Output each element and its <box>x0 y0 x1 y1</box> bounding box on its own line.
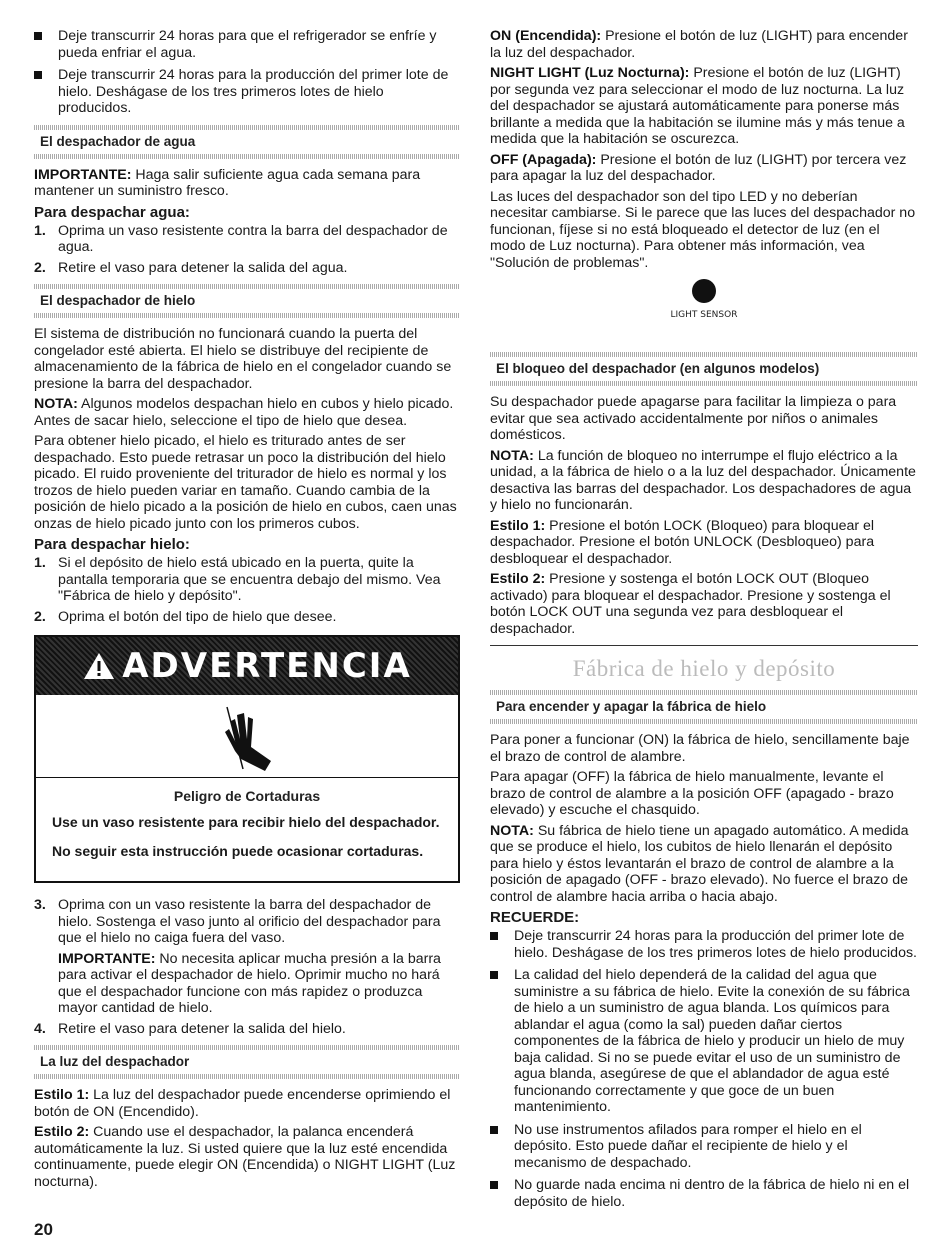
lock-style-1: Estilo 1: Presione el botón LOCK (Bloqueo) para bloquear el despachador. Presione el botón UNLOCK (Desbloqueo) para desbloquear el despachador. <box>490 517 875 567</box>
ice-subheading: Para despachar hielo: <box>34 536 190 553</box>
light-sensor-figure <box>490 275 918 328</box>
light-style-1: Estilo 1: La luz del despachador puede encenderse oprimiendo el botón de ON (Encendido). <box>34 1087 451 1120</box>
bullet-square-icon <box>490 1126 498 1134</box>
ice-steps-last <box>34 1021 460 1038</box>
list-item: Deje transcurrir 24 horas para que el refrigerador se enfríe y pueda enfriar el agua. <box>34 28 460 61</box>
ice-steps-continued <box>34 897 460 947</box>
icemaker-off: Para apagar (OFF) la fábrica de hielo manualmente, levante el brazo de control de alambre a la posición OFF (apagado - brazo elevado) y escuche el chasquido. <box>490 769 894 818</box>
lock-note: NOTA: La función de bloqueo no interrumpe el flujo eléctrico a la unidad, a la fábrica de hielo o a la luz del despachador. Únicamente desactiva las barras del despachador. Los despachadores de agua y hielo no funcionarán. <box>490 447 916 513</box>
list-item: No use instrumentos afilados para romper el hielo en el depósito. Esto puede dañar el recipiente de hielo y el mecanismo de despachado. <box>490 1122 918 1172</box>
ice-paragraph: El sistema de distribución no funcionará cuando la puerta del congelador esté abierta. El hielo se distribuye del recipiente de almacenamiento de la fábrica de hielo en el congelador cuando se presione la barra del despachador. <box>34 326 452 392</box>
led-paragraph: Las luces del despachador son del tipo LED y no deberían necesitar cambiarse. Si le parece que las luces del despachador no funcionan, fíjese si no está bloqueado el detector de luz (en el modo de Luz nocturna). Para obtener más información, vea "Solución de problemas". <box>490 188 916 271</box>
icemaker-on: Para poner a funcionar (ON) la fábrica de hielo, sencillamente baje el brazo de control de alambre. <box>490 732 910 765</box>
warning-box <box>34 635 460 883</box>
section-heading-light: La luz del despachador <box>34 1045 460 1079</box>
water-important: IMPORTANTE: Haga salir suficiente agua cada semana para mantener un suministro fresco. <box>34 166 421 199</box>
list-item: Deje transcurrir 24 horas para la producción del primer lote de hielo. Deshágase de los tres primeros lotes de hielo producidos. <box>34 67 460 117</box>
section-heading-water: El despachador de agua <box>34 125 460 159</box>
section-title: Fábrica de hielo y depósito <box>572 656 836 681</box>
divider <box>490 645 918 646</box>
bullet-square-icon <box>34 32 42 40</box>
bullet-square-icon <box>490 971 498 979</box>
light-style-2: Estilo 2: Cuando use el despachador, la palanca encenderá automáticamente la luz. Si usted quiere que la luz esté encendida continuamente, puede elegir ON (Encendida) o NIGHT LIGHT (Luz nocturna). <box>34 1124 456 1190</box>
water-steps <box>34 223 460 277</box>
list-item: 1. Si el depósito de hielo está ubicado en la puerta, quite la pantalla temporaria que se encuentra debajo del mismo. Vea "Fábrica de hielo y depósito". <box>34 555 441 604</box>
warning-header <box>36 637 458 695</box>
section-heading-lock: El bloqueo del despachador (en algunos modelos) <box>490 352 918 386</box>
recuerde-heading: RECUERDE: <box>490 909 580 926</box>
page-number: 20 <box>34 1220 53 1239</box>
ice-crushed-paragraph: Para obtener hielo picado, el hielo es triturado antes de ser despachado. Esto puede retrasar un poco la distribución del hielo picado. El ruido proveniente del triturador de hielo es normal y los trozos de hielo pueden variar en tamaño. Cuando cambia de la posición de hielo picado a la posición de hielo en cubos, caen unas onzas de hielo picado junto con los primeros cubos. <box>34 433 457 532</box>
warning-hazard: Peligro de Cortaduras <box>173 788 321 804</box>
ice-steps <box>34 555 460 625</box>
bullet-square-icon <box>34 71 42 79</box>
list-item: 3. Oprima con un vaso resistente la barra del despachador de hielo. Sostenga el vaso junto al orificio del despachador para que el hielo no caiga fuera del vaso. <box>34 897 441 946</box>
section-heading-icemaker: Para encender y apagar la fábrica de hielo <box>490 690 918 724</box>
list-item: No guarde nada encima ni dentro de la fábrica de hielo ni en el depósito de hielo. <box>490 1177 918 1210</box>
light-sensor-icon <box>669 275 739 323</box>
intro-bullets <box>34 28 460 117</box>
step3-important: IMPORTANTE: No necesita aplicar mucha presión a la barra para activar el despachador de hielo. Oprimir mucho no hará que el despachador funcione con más rapidez o produzca mayor cantidad de hielo. <box>58 950 441 1016</box>
warning-line-2: No seguir esta instrucción puede ocasionar cortaduras. <box>52 842 424 859</box>
light-on: ON (Encendida): Presione el botón de luz (LIGHT) para encender la luz del despachador. <box>490 28 908 61</box>
ice-note: NOTA: Algunos modelos despachan hielo en cubos y hielo picado. Antes de sacar hielo, seleccione el tipo de hielo que desea. <box>34 396 454 429</box>
light-night: NIGHT LIGHT (Luz Nocturna): Presione el botón de luz (LIGHT) por segunda vez para seleccionar el modo de luz nocturna. La luz del despachador se ajustará automáticamente para ponerse más brillante a medida que la habitación se ilumine más y más tenue a medida que la habitación se oscurezca. <box>490 65 905 147</box>
list-item: La calidad del hielo dependerá de la calidad del agua que suministre a su fábrica de hielo. Evite la conexión de su fábrica de hielo a un suministro de agua blanda. Los químicos para ablandar el agua (como la sal) pueden dañar ciertos componentes de la fábrica de hielo y producir un hielo de muy baja calidad. Si no se puede evitar el uso de un suministro de agua blanda, asegúrese de que el ablandador de agua esté funcionando correctamente y que goce de un buen mantenimiento. <box>490 967 918 1116</box>
right-column <box>490 28 918 1216</box>
warning-line-1: Use un vaso resistente para recibir hielo del despachador. <box>52 814 440 830</box>
list-item: 2. Oprima el botón del tipo de hielo que desee. <box>34 608 337 625</box>
warning-title: ADVERTENCIA <box>122 646 412 686</box>
list-item: 2. Retire el vaso para detener la salida del agua. <box>34 259 348 276</box>
list-item: Deje transcurrir 24 horas para la producción del primer lote de hielo. Deshágase de los tres primeros lotes de hielo producidos. <box>490 928 918 961</box>
list-item: 4. Retire el vaso para detener la salida del hielo. <box>34 1020 346 1037</box>
svg-text:LIGHT SENSOR: LIGHT SENSOR <box>670 310 738 320</box>
water-subheading: Para despachar agua: <box>34 203 190 221</box>
lock-style-2: Estilo 2: Presione y sostenga el botón LOCK OUT (Bloqueo activado) para bloquear el despachador. Presione y sostenga el botón LOCK OUT una segunda vez para desbloquear el despachador. <box>490 571 891 637</box>
bullet-square-icon <box>490 1181 498 1189</box>
bullet-square-icon <box>490 932 498 940</box>
cut-hazard-icon <box>36 695 458 778</box>
icemaker-note: NOTA: Su fábrica de hielo tiene un apagado automático. A medida que se produce el hielo, los cubitos de hielo llenarán el depósito para hielo y éstos levantarán el brazo de control de alambre a la posición de apagado (OFF - brazo elevado). No fuerce el brazo de control de alambre hacia arriba o hacia abajo. <box>490 822 909 905</box>
recuerde-list <box>490 928 918 1210</box>
lock-paragraph: Su despachador puede apagarse para facilitar la limpieza o para evitar que sea activado accidentalmente por niños o animales domésticos. <box>490 394 897 443</box>
light-off: OFF (Apagada): Presione el botón de luz (LIGHT) por tercera vez para apagar la luz del despachador. <box>490 151 907 184</box>
list-item: 1. Oprima un vaso resistente contra la barra del despachador de agua. <box>34 222 448 255</box>
warning-triangle-icon <box>82 651 116 681</box>
section-heading-ice: El despachador de hielo <box>34 284 460 318</box>
left-column <box>34 28 460 1194</box>
warning-body <box>36 778 458 881</box>
